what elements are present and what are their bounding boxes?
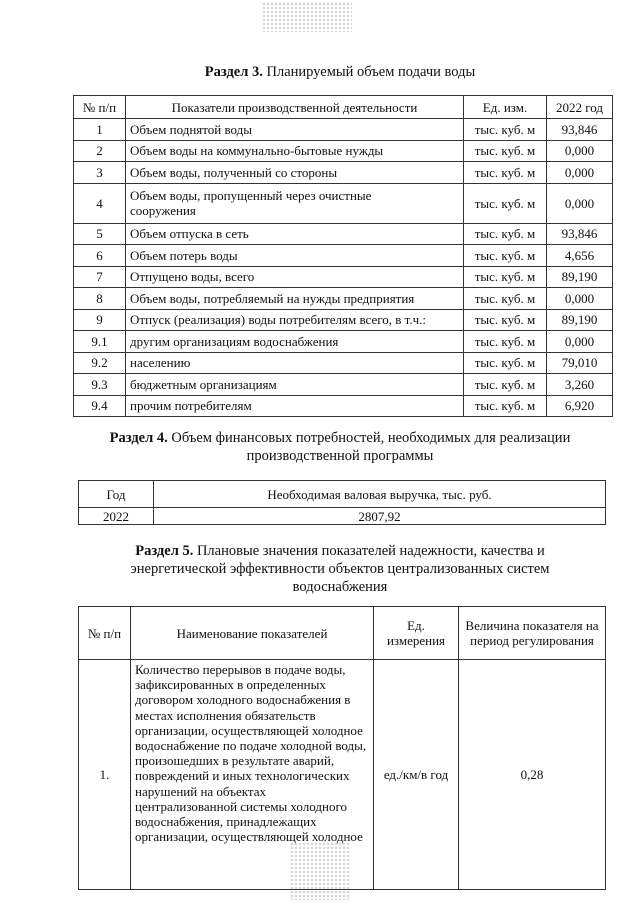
row-name: Объем воды, полученный со стороны: [126, 162, 464, 184]
row-unit: тыс. куб. м: [464, 140, 547, 162]
table-row: [79, 508, 606, 525]
row-value: 4,656: [547, 245, 613, 267]
col-header-indicator-name: Наименование показателей: [131, 607, 374, 660]
table-row: [74, 374, 613, 396]
table-header-row: [74, 96, 613, 119]
row-value: 6,920: [547, 395, 613, 417]
col-header-number: № п/п: [74, 96, 126, 119]
row-year: 2022: [79, 508, 154, 525]
row-unit: тыс. куб. м: [464, 395, 547, 417]
col-header-value: Величина показателя на период регулирования: [459, 607, 606, 660]
section5-title-bold: Раздел 5.: [135, 543, 194, 559]
row-name: Объем поднятой воды: [126, 119, 464, 141]
row-revenue: 2807,92: [154, 508, 606, 525]
section3-title-bold: Раздел 3.: [204, 64, 263, 80]
col-header-year: Год: [79, 481, 154, 508]
row-number: 1.: [79, 660, 131, 890]
row-number: 9.4: [74, 395, 126, 417]
row-value: 79,010: [547, 352, 613, 374]
col-header-unit: Ед. изм.: [464, 96, 547, 119]
row-value: 0,28: [459, 660, 606, 890]
row-name: бюджетным организациям: [126, 374, 464, 396]
section4-title-bold: Раздел 4.: [109, 430, 168, 446]
row-unit: ед./км/в год: [374, 660, 459, 890]
table-row: [74, 352, 613, 374]
row-unit: тыс. куб. м: [464, 288, 547, 310]
row-number: 9: [74, 309, 126, 331]
row-number: 8: [74, 288, 126, 310]
table-row: [74, 309, 613, 331]
row-value: 89,190: [547, 309, 613, 331]
row-value: 0,000: [547, 331, 613, 353]
table-row: [74, 288, 613, 310]
table-row: [74, 119, 613, 141]
row-unit: тыс. куб. м: [464, 331, 547, 353]
row-name: Объем воды на коммунально-бытовые нужды: [126, 140, 464, 162]
col-header-unit: Ед. измерения: [374, 607, 459, 660]
financial-needs-table: [78, 480, 606, 525]
col-header-indicator: Показатели производственной деятельности: [126, 96, 464, 119]
section5-title-line2: энергетической эффективности объектов централизованных систем: [130, 561, 550, 577]
col-header-year: 2022 год: [547, 96, 613, 119]
table-row: [74, 331, 613, 353]
row-name: другим организациям водоснабжения: [126, 331, 464, 353]
row-unit: тыс. куб. м: [464, 245, 547, 267]
row-name: Объем воды, потребляемый на нужды предприятия: [126, 288, 464, 310]
row-number: 7: [74, 266, 126, 288]
row-unit: тыс. куб. м: [464, 352, 547, 374]
section5-title-line3: водоснабжения: [292, 579, 388, 595]
row-number: 6: [74, 245, 126, 267]
scan-noise-top: [262, 2, 352, 32]
row-unit: тыс. куб. м: [464, 374, 547, 396]
row-number: 5: [74, 223, 126, 245]
section3-title: [60, 63, 620, 81]
row-value: 93,846: [547, 119, 613, 141]
row-number: 1: [74, 119, 126, 141]
table-row: [74, 245, 613, 267]
row-value: 0,000: [547, 140, 613, 162]
row-value: 0,000: [547, 183, 613, 223]
section4-title-line2: производственной программы: [246, 448, 434, 464]
row-number: 9.3: [74, 374, 126, 396]
row-value: 93,846: [547, 223, 613, 245]
row-value: 89,190: [547, 266, 613, 288]
row-number: 3: [74, 162, 126, 184]
table-row: [74, 162, 613, 184]
table-header-row: [79, 481, 606, 508]
table-row: [74, 140, 613, 162]
section5-title: [60, 542, 620, 596]
row-name: населению: [126, 352, 464, 374]
row-unit: тыс. куб. м: [464, 183, 547, 223]
col-header-number: № п/п: [79, 607, 131, 660]
row-name: прочим потребителям: [126, 395, 464, 417]
col-header-revenue: Необходимая валовая выручка, тыс. руб.: [154, 481, 606, 508]
row-value: 0,000: [547, 288, 613, 310]
table-row: [74, 223, 613, 245]
reliability-indicators-table: [78, 606, 606, 890]
row-number: 4: [74, 183, 126, 223]
row-value: 0,000: [547, 162, 613, 184]
table-row: [74, 395, 613, 417]
row-unit: тыс. куб. м: [464, 162, 547, 184]
row-unit: тыс. куб. м: [464, 223, 547, 245]
table-header-row: [79, 607, 606, 660]
row-unit: тыс. куб. м: [464, 119, 547, 141]
row-unit: тыс. куб. м: [464, 266, 547, 288]
row-number: 2: [74, 140, 126, 162]
section3-title-text: Планируемый объем подачи воды: [262, 64, 476, 80]
row-name: Объем потерь воды: [126, 245, 464, 267]
row-number: 9.1: [74, 331, 126, 353]
row-name: Количество перерывов в подаче воды, зафиксированных в определенных договором холодного водоснабжения в местах исполнения обязательств организации, осуществляющей холодное водоснабжение по подаче холодной воды, произошедших в результате аварий, повреждений и иных технологических нарушений на объектах централизованной системы холодного водоснабжения, принадлежащих организации, осуществляющей холодное: [131, 660, 374, 890]
row-name: Объем воды, пропущенный через очистные сооружения: [126, 183, 464, 223]
table-row: [74, 183, 613, 223]
row-unit: тыс. куб. м: [464, 309, 547, 331]
section4-title-line1: Объем финансовых потребностей, необходимых для реализации: [167, 430, 571, 446]
table-row: [79, 660, 606, 890]
planned-water-supply-table: [73, 95, 613, 417]
row-name: Объем отпуска в сеть: [126, 223, 464, 245]
table-row: [74, 266, 613, 288]
row-name: Отпуск (реализация) воды потребителям всего, в т.ч.:: [126, 309, 464, 331]
row-number: 9.2: [74, 352, 126, 374]
row-value: 3,260: [547, 374, 613, 396]
row-name: Отпущено воды, всего: [126, 266, 464, 288]
section4-title: [60, 429, 620, 465]
section5-title-line1: Плановые значения показателей надежности, качества и: [193, 543, 545, 559]
